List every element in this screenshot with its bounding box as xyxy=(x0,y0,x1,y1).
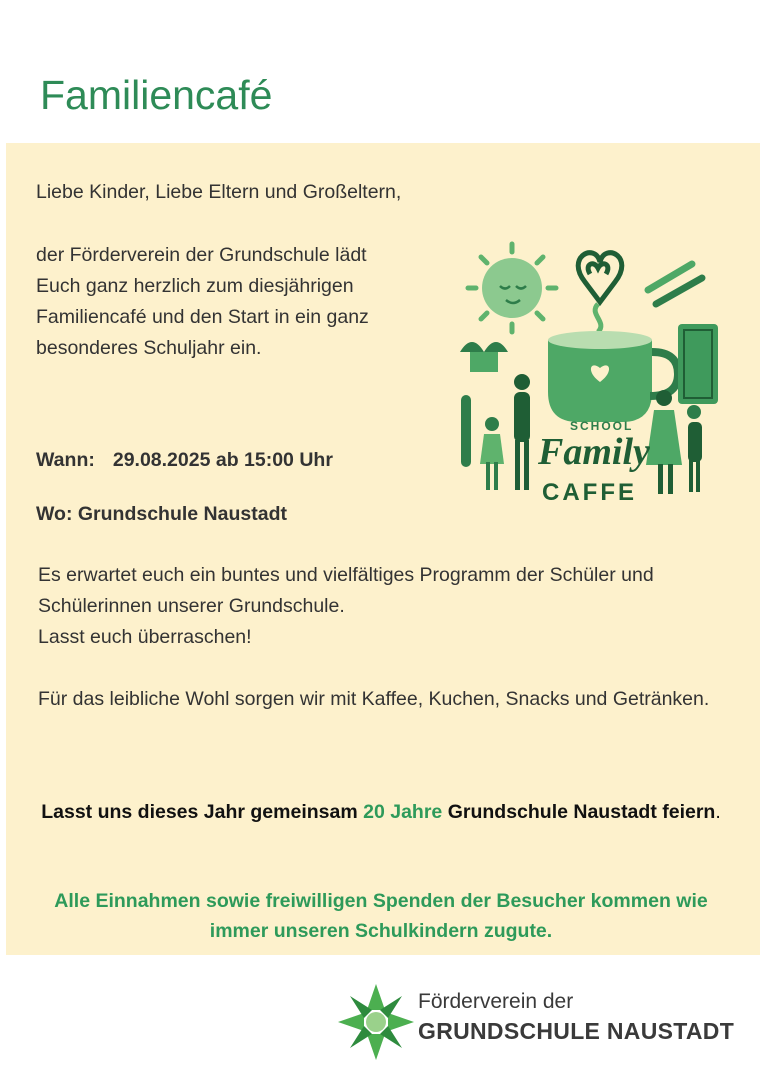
association-logo xyxy=(336,980,736,1064)
illustration-label-top: SCHOOL xyxy=(570,419,634,433)
heart-steam-icon xyxy=(578,253,622,332)
program-text xyxy=(38,560,718,715)
notebook-icon xyxy=(678,324,718,404)
event-location: Wo: Grundschule Naustadt xyxy=(36,503,287,525)
greeting: Liebe Kinder, Liebe Eltern und Großeltern, xyxy=(36,181,402,203)
invitation: der Förderverein der Grundschule lädt Euch ganz herzlich zum diesjährigen Familiencafé und den Start in ein ganz besonderes Schuljahr ein. xyxy=(36,244,369,359)
page-title: Familiencafé xyxy=(40,72,273,118)
program-line-1: Es erwartet euch ein buntes und vielfältiges Programm der Schüler und Schülerinnen unserer Grundschule. xyxy=(38,564,654,617)
flower-logo-icon xyxy=(336,980,416,1064)
plant-icon xyxy=(460,342,508,372)
coffee-mug-icon xyxy=(548,331,678,422)
program-line-2: Lasst euch überraschen! xyxy=(38,626,252,648)
intro-text xyxy=(36,177,416,364)
logo-line-1: Förderverein der xyxy=(418,990,574,1013)
celebrate-part-2: Grundschule Naustadt feiern xyxy=(442,801,716,823)
program-line-3: Für das leibliche Wohl sorgen wir mit Kaffee, Kuchen, Snacks und Getränken. xyxy=(38,688,710,710)
celebrate-highlight: 20 Jahre xyxy=(363,801,443,823)
family-cafe-illustration xyxy=(430,212,740,512)
illustration-label-bottom: CAFFE xyxy=(542,479,637,506)
celebrate-part-1: Lasst uns dieses Jahr gemeinsam xyxy=(41,801,364,823)
celebrate-text xyxy=(40,797,722,827)
sun-icon xyxy=(468,244,556,332)
logo-line-2: GRUNDSCHULE NAUSTADT xyxy=(418,1018,735,1044)
when-label: Wann: xyxy=(36,449,95,471)
donations-text: Alle Einnahmen sowie freiwilligen Spenden der Besucher kommen wie immer unseren Schulkindern zugute. xyxy=(54,890,708,942)
when-value: 29.08.2025 ab 15:00 Uhr xyxy=(112,449,333,471)
celebrate-end: . xyxy=(715,801,721,823)
illustration-label-main: Family xyxy=(538,431,650,473)
event-date xyxy=(36,449,333,472)
